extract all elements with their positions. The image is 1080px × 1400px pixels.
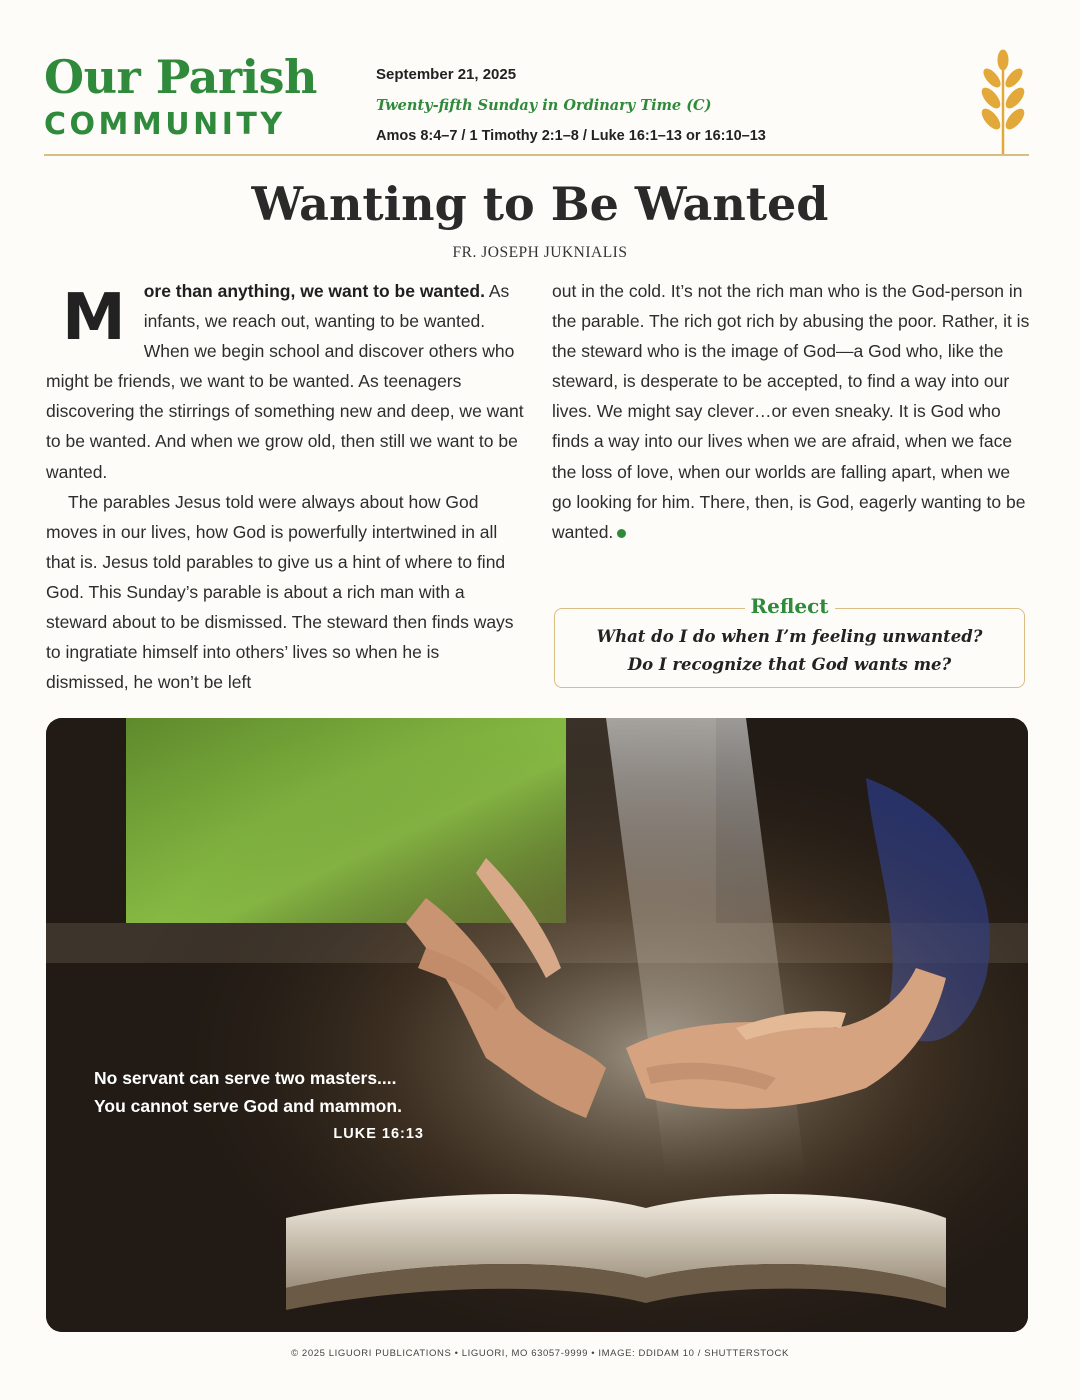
article-paragraph-2 xyxy=(46,487,524,698)
reflect-question-2: Do I recognize that God wants me? xyxy=(627,655,952,674)
quote-line-2: You cannot serve God and mammon. xyxy=(94,1096,402,1116)
reflect-box xyxy=(554,594,1025,688)
copyright-credit: © 2025 LIGUORI PUBLICATIONS • LIGUORI, MO 63057-9999 • IMAGE: DDIDAM 10 / SHUTTERSTOCK xyxy=(291,1348,789,1359)
article-paragraph-1 xyxy=(46,276,524,487)
end-mark-icon xyxy=(617,529,626,538)
article-column-left xyxy=(46,276,524,697)
header-divider xyxy=(44,154,1029,156)
paragraph-2-text-part2: out in the cold. It’s not the rich man who is the God-person in the parable. The rich got rich by abusing the poor. Rather, it is the steward who is the image of God—a God who, like the steward, is desperate to be accepted, to find a way into our lives. We might say clever…or even sneaky. It is God who finds a way into our lives when we are afraid, when we face the loss of love, when our worlds are falling apart, when we go looking for him. There, then, is God, eagerly wanting to be wanted. xyxy=(552,281,1030,542)
brand-subtitle: COMMUNITY xyxy=(44,107,286,142)
reflect-heading: Reflect xyxy=(744,594,834,618)
wheat-icon xyxy=(976,48,1030,156)
lead-in: ore than anything, we want to be wanted. xyxy=(143,281,485,301)
paragraph-2-text-part1: The parables Jesus told were always about how God moves in our lives, how God is powerfully intertwined in all that is. Jesus told parables to give us a hint of where to find God. This Sunday’s parable is about a rich man with a steward about to be dismissed. The steward then finds ways to ingratiate himself into others’ lives so when he is dismissed, he won’t be left xyxy=(46,491,514,693)
reflect-question-1: What do I do when I’m feeling unwanted? xyxy=(596,627,983,646)
scripture-quote xyxy=(94,1064,424,1142)
drop-cap: M xyxy=(62,281,126,355)
paragraph-1-text: As infants, we reach out, wanting to be wanted. When we begin school and discover others who might be friends, we want to be wanted. As teenagers discovering the stirrings of something new and deep, we want to be wanted. And when we grow old, then still we want to be wanted. xyxy=(46,281,524,482)
article-paragraph-2-continued xyxy=(552,276,1030,547)
article-title: Wanting to Be Wanted xyxy=(251,177,829,231)
author-byline: FR. JOSEPH JUKNIALIS xyxy=(452,244,628,261)
scripture-readings: Amos 8:4–7 / 1 Timothy 2:1–8 / Luke 16:1–13 or 16:10–13 xyxy=(376,128,766,144)
quote-line-1: No servant can serve two masters.... xyxy=(94,1068,397,1088)
brand-title: Our Parish xyxy=(44,50,317,104)
brand-logo xyxy=(44,52,354,142)
praying-hands-illustration xyxy=(46,718,1028,1332)
quote-citation: LUKE 16:13 xyxy=(333,1126,424,1142)
article-column-right xyxy=(552,276,1030,547)
issue-date: September 21, 2025 xyxy=(376,66,517,83)
issue-info xyxy=(376,64,936,146)
feature-photo xyxy=(46,718,1028,1332)
liturgical-sunday: Twenty-fifth Sunday in Ordinary Time (C) xyxy=(376,97,712,114)
